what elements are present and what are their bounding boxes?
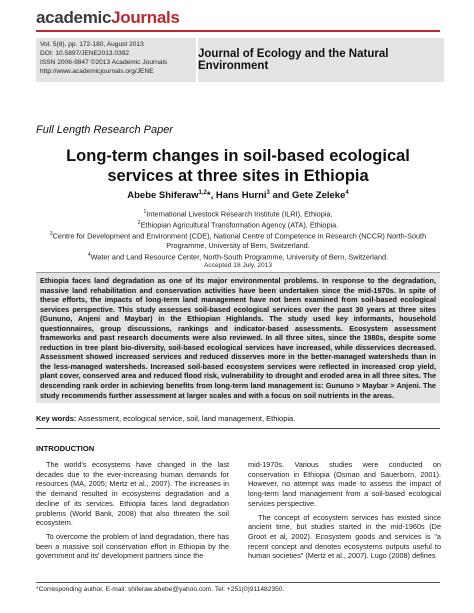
meta-issn: ISSN 2006-9847 ©2013 Academic Journals bbox=[40, 59, 168, 66]
affiliation-1: $^1$International Livestock Research Institute (ILRI), Ethiopia. bbox=[143, 209, 333, 219]
body-column-right bbox=[248, 460, 441, 565]
paragraph: mid-1970s. Various studies were conducted on conservation in Ethiopia (Osman and Sauerborn, 2001). However, no attempt was made to assess the impact of long-term land management from a soil-based ecological services perspective. bbox=[248, 460, 441, 508]
logo-part-journals: Journals bbox=[111, 8, 180, 27]
keywords-label: Key words: bbox=[36, 414, 77, 423]
footnote-divider bbox=[36, 582, 440, 583]
meta-volume: Vol. 5(8), pp. 172-180, August 2013 bbox=[40, 41, 144, 48]
affiliation-3: $^3$Centre for Development and Environment (CDE), National Centre of Competence in Research (NCCR) North-South Programme, University of Bern, Switzerland. bbox=[49, 231, 427, 251]
section-heading-introduction: INTRODUCTION bbox=[36, 444, 95, 453]
paper-authors: Abebe Shiferaw$^{1,2}$*, Hans Hurni$^3$ and Gete Zeleke$^4$ bbox=[127, 190, 349, 202]
logo-part-academic: academic bbox=[36, 8, 112, 27]
paper-title: Long-term changes in soil-based ecological services at three sites in Ethiopia bbox=[66, 147, 410, 185]
paragraph: The concept of ecosystem services has existed since ancient time, but studies started in the mid-1960s (De Groot et al, 2002). Ecosystem goods and services is "a recent concept and denotes ecosystems outputs useful to human societies" (Mertz et al., 2007). Lugo (2008) defines bbox=[248, 512, 441, 561]
divider bbox=[36, 428, 440, 429]
keywords-text: Assessment, ecological service, soil, land management, Ethiopia. bbox=[78, 414, 296, 423]
accepted-date: Accepted 18 July, 2013 bbox=[203, 262, 273, 269]
publication-meta bbox=[36, 38, 196, 82]
paragraph: The world's ecosystems have changed in the last decades due to the ever-increasing human demands for resources (MA, 2005; Mertz et al., 2007). The increases in the demand resulted in ecosystems degradation and a decline of its services. Ethiopia faces land degradation problems (World Bank, 2008) that also threaten the soil ecosystem. bbox=[36, 460, 229, 528]
abstract: Ethiopia faces land degradation as one of its major environmental problems. In response to the degradation, massive land rehabilitation and conservation activities have been undertaken since the mid-1970s. In spite of these efforts, the impacts of long-term land management have not been examined from soil-based ecological services perspective. This study assesses soil-based ecological services over the past 30 years at three sites (Gununo, Anjeni and Maybar) in the Ethiopian Highlands. The study used key informants, household questionnaires, group discussions, rankings and indicator-based assessments. Ecosystem assessment frameworks and past research documents were also reviewed. In all three sites, since the 1980s, despite some reduction in tree plant bio-diversity, soil-based ecological services have increased, while disservices decreased. Assessment showed increased services and reduced disserves more in the better-managed watersheds than in the less-managed watersheds. Increased soil-based ecosystem services were reflected in increased crop yield, plant cover, conserved area and reduced flood risk, vulnerability to drought and eroded area in all three sites. The descending rank order in achieving benefits from long-term land management is: Gununo > Maybar > Anjeni. The study recommends further assessment at larger scales and with a focus on soil nutrients in the areas. bbox=[36, 272, 440, 403]
paper-type: Full Length Research Paper bbox=[36, 124, 173, 136]
affiliations bbox=[30, 208, 446, 262]
affiliation-2: $^2$Ethiopian Agricultural Transformation Agency (ATA), Ethiopia. bbox=[137, 220, 339, 230]
journal-name: Journal of Ecology and the Natural Environment bbox=[196, 38, 444, 82]
meta-url[interactable]: http://www.academicjournals.org/JENE bbox=[40, 68, 154, 75]
publisher-logo bbox=[36, 8, 180, 28]
meta-doi[interactable]: DOI: 10.5897/JENE2013.0392 bbox=[40, 50, 130, 57]
body-column-left bbox=[36, 460, 229, 565]
footnote-corresponding-author: *Corresponding author. E-mail: shiferaw.abebe@yahoo.com. Tel: +251(0)911482350. bbox=[36, 586, 285, 593]
affiliation-4: $^4$Water and Land Resource Center, North-South Programme, University of Bern, Switzerland. bbox=[87, 251, 389, 262]
keywords bbox=[36, 414, 440, 423]
logo-underline bbox=[36, 30, 440, 32]
paragraph: To overcome the problem of land degradation, there has been a massive soil conservation effort in Ethiopia by the government and its' development partners since the bbox=[36, 531, 229, 561]
